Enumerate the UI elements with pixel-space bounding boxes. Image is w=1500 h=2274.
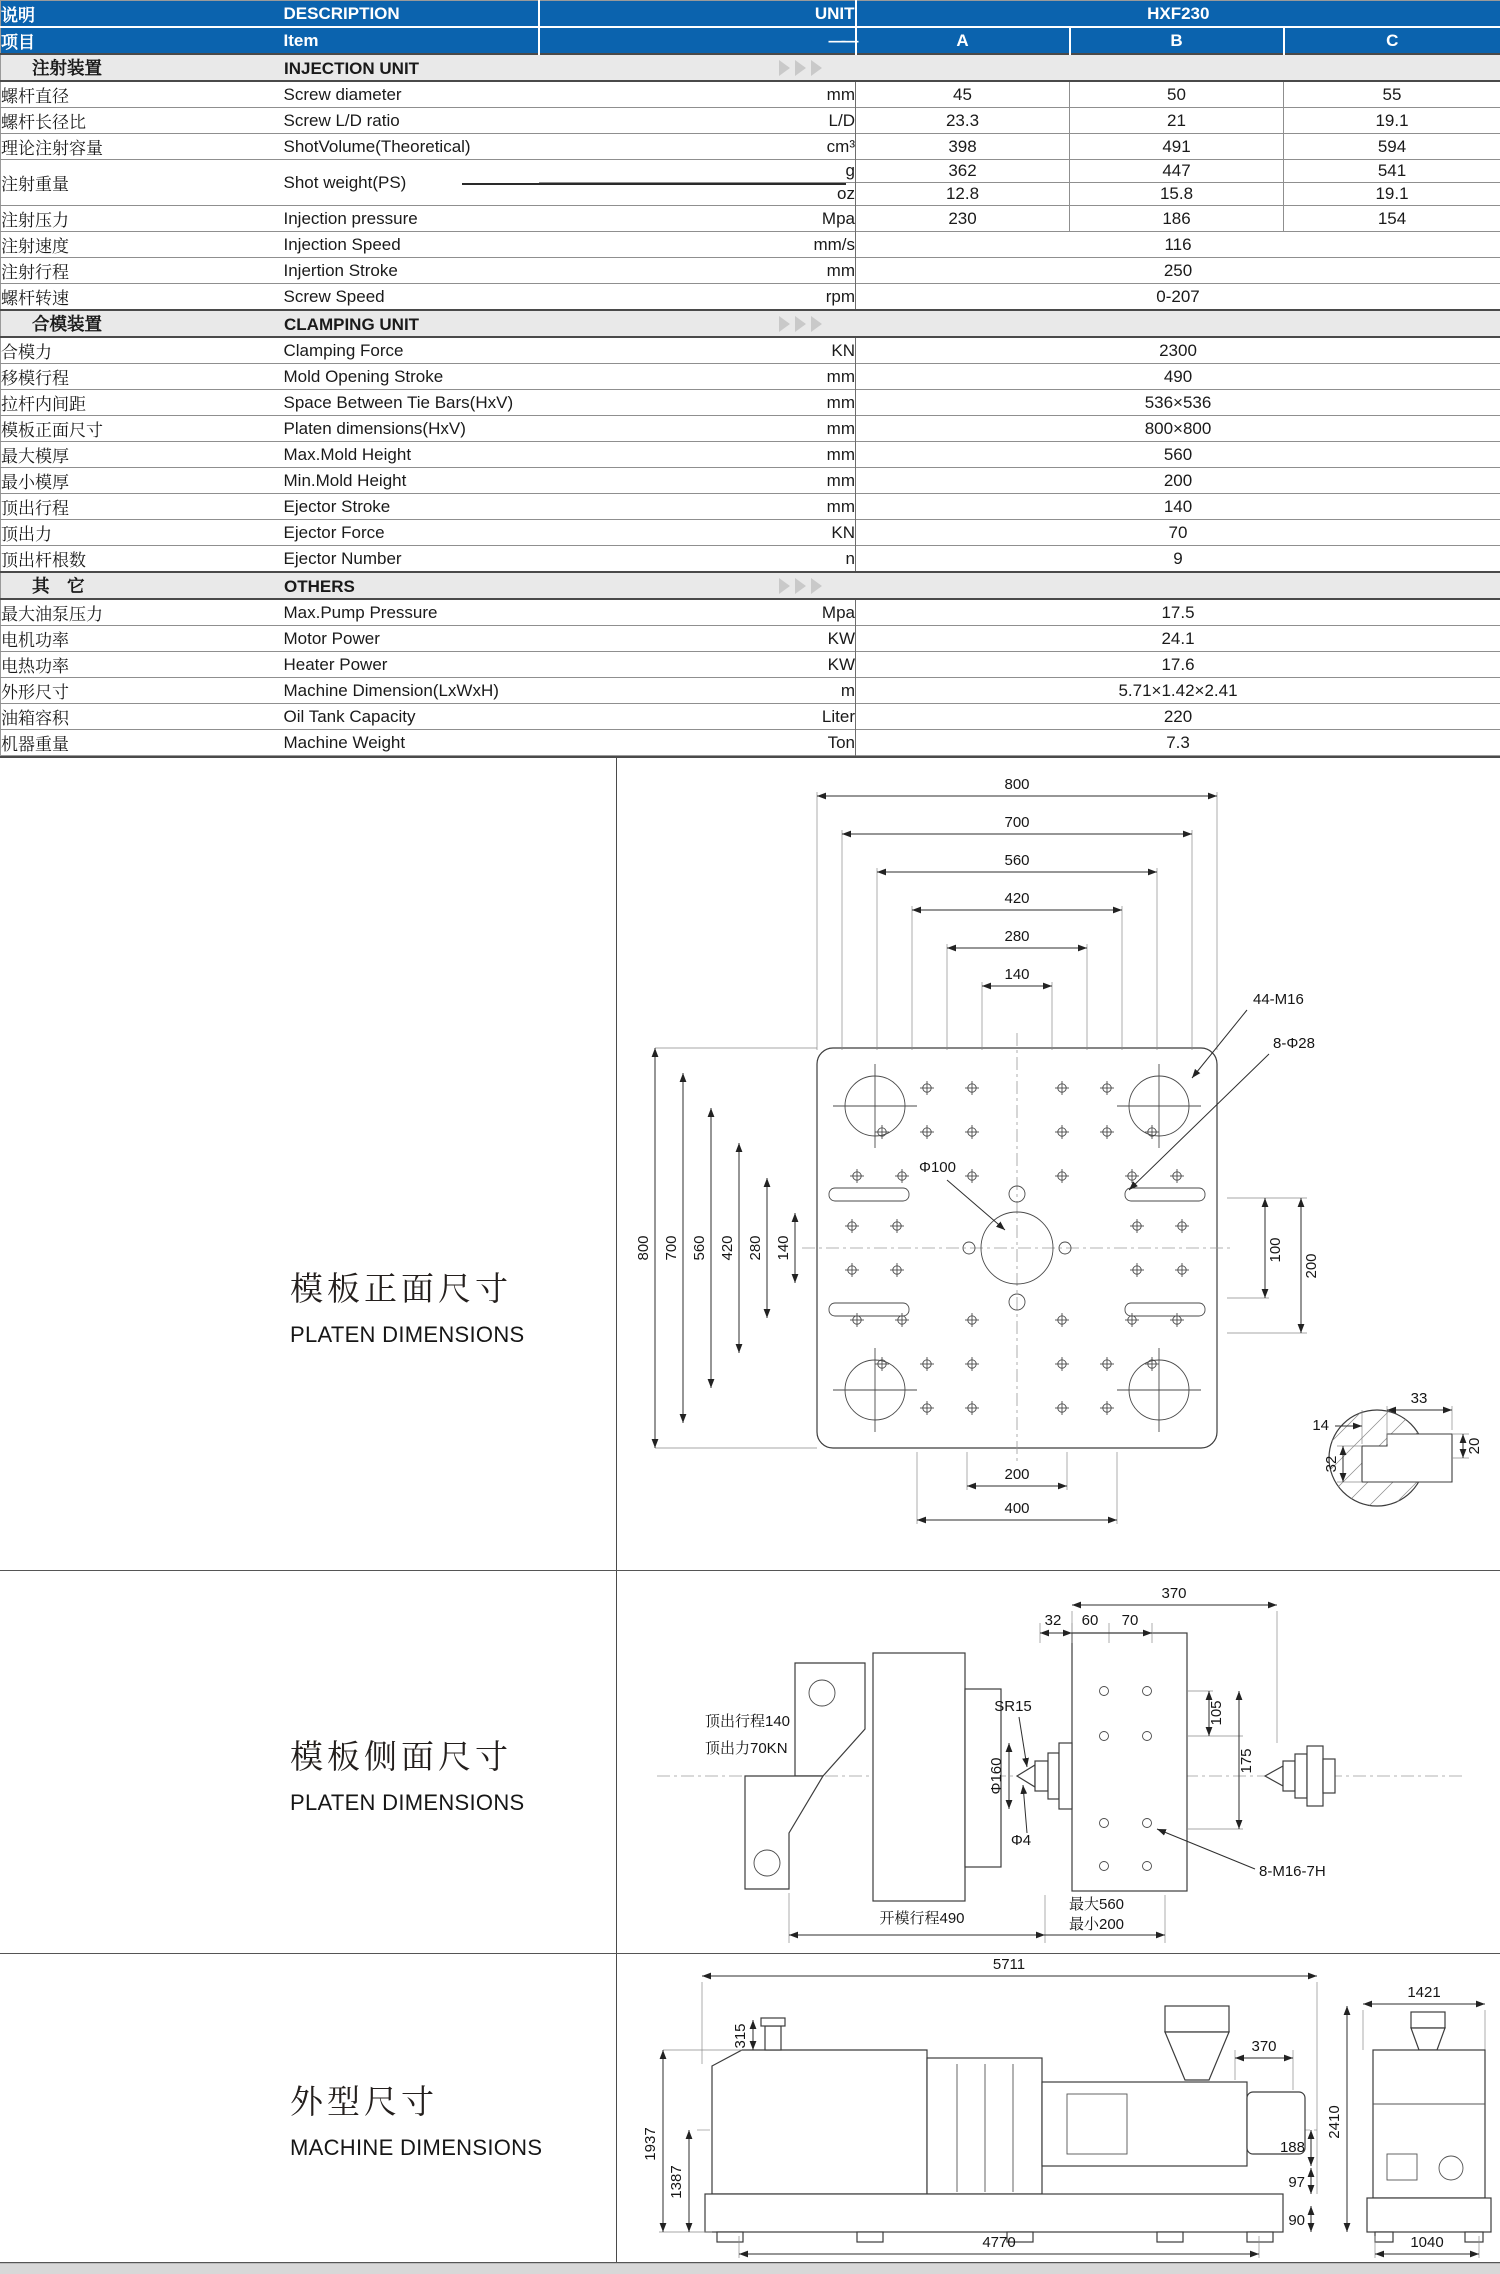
spec-en-min-mold-height: Min.Mold Height [284, 468, 539, 494]
spec-en-injertion-stroke: Injertion Stroke [284, 258, 539, 284]
platen-side-diagram [617, 1571, 1499, 1953]
spec-unit-screw-speed: rpm [539, 284, 856, 311]
dim-top-140: 140 [1004, 966, 1029, 983]
header-zh-1: 说明 [1, 1, 284, 28]
spec-value-oil-tank-capacity: 220 [856, 704, 1500, 730]
spec-value-machine-weight: 7.3 [856, 730, 1500, 756]
dim-315: 315 [732, 2023, 749, 2048]
caption-en: PLATEN DIMENSIONS [290, 1322, 616, 1348]
spec-value-max-mold-height: 560 [856, 442, 1500, 468]
dim-top-560: 560 [1004, 852, 1029, 869]
spec-value-ejector-stroke: 140 [856, 494, 1500, 520]
header-unit-dash [539, 27, 856, 54]
spec-value-screw-l-d-ratio-b: 21 [1070, 108, 1284, 134]
spec-zh-machine-weight: 机器重量 [1, 730, 284, 756]
spec-en-screw-diameter: Screw diameter [284, 81, 539, 108]
platen-plate [802, 1033, 1232, 1463]
spec-en-ejector-force: Ejector Force [284, 520, 539, 546]
dim-min-200: 最小200 [1069, 1916, 1124, 1933]
spec-zh-screw-l-d-ratio: 螺杆长径比 [1, 108, 284, 134]
detail-dim-20: 20 [1466, 1438, 1483, 1455]
dim-left-800: 800 [635, 1235, 652, 1260]
platen-front-diagram [617, 758, 1499, 1570]
spec-value-mold-opening-stroke: 490 [856, 364, 1500, 390]
detail-dim-33: 33 [1411, 1390, 1428, 1407]
spec-value-heater-power: 17.6 [856, 652, 1500, 678]
spec-value-shotvolume-theoretical-c: 594 [1284, 134, 1500, 160]
spec-unit-ejector-force: KN [539, 520, 856, 546]
panel-platen-front [0, 758, 1500, 1571]
spec-value-shotvolume-theoretical-a: 398 [856, 134, 1070, 160]
spec-unit-max-mold-height: mm [539, 442, 856, 468]
label-phi4: Φ4 [1011, 1832, 1031, 1849]
label-8-m16-7h: 8-M16-7H [1259, 1863, 1326, 1880]
spec-en-max-pump-pressure: Max.Pump Pressure [284, 599, 539, 626]
spec-value-motor-power: 24.1 [856, 626, 1500, 652]
header-unit: UNIT [539, 1, 856, 28]
header-item: Item [284, 27, 539, 54]
ejector-notes [705, 1713, 790, 1757]
spec-value-ejector-number: 9 [856, 546, 1500, 573]
section-label-zh: 合模装置 [1, 311, 284, 336]
spec-row-ejector-stroke [1, 494, 1500, 520]
section-label-en: CLAMPING UNIT [284, 315, 419, 334]
spec-row-platen-dimensions-hxv [1, 416, 1500, 442]
machine-body [705, 2006, 1305, 2242]
spec-value-injection-pressure-a: 230 [856, 206, 1070, 232]
dim-97: 97 [1288, 2174, 1305, 2191]
spec-zh-shotvolume-theoretical: 理论注射容量 [1, 134, 284, 160]
dim-left-420: 420 [719, 1235, 736, 1260]
spec-value-injertion-stroke: 250 [856, 258, 1500, 284]
fixed-platen [1072, 1633, 1187, 1891]
spec-unit-space-between-tie-bars-hxv: mm [539, 390, 856, 416]
spec-en-platen-dimensions-hxv: Platen dimensions(HxV) [284, 416, 539, 442]
spec-unit-machine-dimension-lxwxh: m [539, 678, 856, 704]
dim-32: 32 [1045, 1612, 1062, 1629]
dim-right-100: 100 [1267, 1237, 1284, 1262]
section-row-others [1, 572, 1500, 599]
spec-en-clamping-force: Clamping Force [284, 337, 539, 364]
spec-en-injection-speed: Injection Speed [284, 232, 539, 258]
spec-row-screw-diameter [1, 81, 1500, 108]
spec-unit-shot-weight-ps-g: g [539, 160, 856, 183]
spec-zh-shot-weight-ps: 注射重量 [1, 160, 284, 206]
spec-value-screw-diameter-a: 45 [856, 81, 1070, 108]
spec-zh-platen-dimensions-hxv: 模板正面尺寸 [1, 416, 284, 442]
bottom-dimensions [917, 1452, 1117, 1524]
spec-value-ejector-force: 70 [856, 520, 1500, 546]
caption-machine [0, 1954, 617, 2262]
dim-bottom-200: 200 [1004, 1466, 1029, 1483]
spec-unit-platen-dimensions-hxv: mm [539, 416, 856, 442]
dim-left-280: 280 [747, 1235, 764, 1260]
spec-en-machine-dimension-lxwxh: Machine Dimension(LxWxH) [284, 678, 539, 704]
section-label-zh: 注射装置 [1, 55, 284, 80]
spec-en-label: Shot weight(PS) [284, 173, 407, 192]
spec-unit-injection-speed: mm/s [539, 232, 856, 258]
spec-row-max-pump-pressure [1, 599, 1500, 626]
spec-value-shot-weight-ps-g-b: 447 [1070, 160, 1284, 183]
machine-svg [617, 1954, 1499, 2262]
section-row-injection-unit [1, 54, 1500, 81]
spec-value-shot-weight-ps-oz-a: 12.8 [856, 183, 1070, 206]
spec-en-heater-power: Heater Power [284, 652, 539, 678]
spec-unit-max-pump-pressure: Mpa [539, 599, 856, 626]
dim-60: 60 [1082, 1612, 1099, 1629]
spec-zh-oil-tank-capacity: 油箱容积 [1, 704, 284, 730]
panel-machine [0, 1954, 1500, 2263]
moving-platen [873, 1653, 1001, 1901]
spec-table [0, 0, 1500, 756]
spec-row-ejector-number [1, 546, 1500, 573]
spec-en-injection-pressure: Injection pressure [284, 206, 539, 232]
spec-zh-screw-diameter: 螺杆直径 [1, 81, 284, 108]
unit-dash-icon: —— [829, 31, 855, 51]
section-marker-icon [779, 578, 822, 594]
section-label-en: OTHERS [284, 577, 355, 596]
spec-value-shot-weight-ps-oz-b: 15.8 [1070, 183, 1284, 206]
right-dimensions [1227, 1198, 1320, 1333]
spec-unit-heater-power: KW [539, 652, 856, 678]
dim-1387: 1387 [668, 2165, 685, 2198]
spec-row-motor-power [1, 626, 1500, 652]
dim-left-140: 140 [775, 1235, 792, 1260]
spec-en-shot-weight-ps [284, 160, 539, 206]
spec-zh-screw-speed: 螺杆转速 [1, 284, 284, 311]
spec-row-shot-weight-ps-g [1, 160, 1500, 183]
dim-5711: 5711 [993, 1956, 1025, 1973]
bottom-stroke-dims [789, 1893, 1165, 1943]
left-dimension-stack [635, 1048, 817, 1448]
dim-105: 105 [1208, 1700, 1225, 1725]
label-phi100: Φ100 [919, 1159, 956, 1176]
section-marker-icon [779, 60, 822, 76]
header-model: HXF230 [856, 1, 1500, 28]
spec-en-ejector-number: Ejector Number [284, 546, 539, 573]
header-col-b: B [1070, 27, 1284, 54]
dim-open-stroke: 开模行程490 [879, 1909, 964, 1927]
diagram-panels [0, 756, 1500, 2263]
header-col-a: A [856, 27, 1070, 54]
caption-zh: 外型尺寸 [290, 2076, 616, 2123]
spec-unit-motor-power: KW [539, 626, 856, 652]
dim-bottom-400: 400 [1004, 1500, 1029, 1517]
dim-1040: 1040 [1410, 2234, 1443, 2251]
machine-diagram [617, 1954, 1499, 2262]
header-description: DESCRIPTION [284, 1, 539, 28]
spec-value-shot-weight-ps-oz-c: 19.1 [1284, 183, 1500, 206]
section-cell-others [1, 572, 1500, 599]
spec-value-injection-speed: 116 [856, 232, 1500, 258]
spec-unit-injection-pressure: Mpa [539, 206, 856, 232]
spec-unit-min-mold-height: mm [539, 468, 856, 494]
spec-value-injection-pressure-b: 186 [1070, 206, 1284, 232]
dim-left-560: 560 [691, 1235, 708, 1260]
spec-value-shot-weight-ps-g-a: 362 [856, 160, 1070, 183]
spec-en-screw-speed: Screw Speed [284, 284, 539, 311]
label-44-m16: 44-M16 [1253, 991, 1304, 1008]
caption-en: PLATEN DIMENSIONS [290, 1790, 616, 1816]
dim-right-200: 200 [1303, 1253, 1320, 1278]
spec-zh-ejector-force: 顶出力 [1, 520, 284, 546]
section-cell-clamping-unit [1, 310, 1500, 337]
spec-unit-mold-opening-stroke: mm [539, 364, 856, 390]
dim-70: 70 [1122, 1612, 1139, 1629]
spec-zh-injection-pressure: 注射压力 [1, 206, 284, 232]
caption-zh: 模板正面尺寸 [290, 1263, 616, 1310]
dim-left-700: 700 [663, 1235, 680, 1260]
spec-zh-machine-dimension-lxwxh: 外形尺寸 [1, 678, 284, 704]
spec-table-body [1, 54, 1500, 756]
caption-zh: 模板侧面尺寸 [290, 1731, 616, 1778]
dim-4770: 4770 [982, 2234, 1015, 2251]
spec-row-heater-power [1, 652, 1500, 678]
spec-zh-injection-speed: 注射速度 [1, 232, 284, 258]
panel-platen-side [0, 1571, 1500, 1954]
spec-zh-min-mold-height: 最小模厚 [1, 468, 284, 494]
dim-2410: 2410 [1326, 2105, 1343, 2138]
spec-en-shotvolume-theoretical: ShotVolume(Theoretical) [284, 134, 539, 160]
spec-value-shot-weight-ps-g-c: 541 [1284, 160, 1500, 183]
dim-top-280: 280 [1004, 928, 1029, 945]
platen-side-svg [617, 1571, 1499, 1953]
spec-value-screw-diameter-b: 50 [1070, 81, 1284, 108]
spec-value-screw-l-d-ratio-c: 19.1 [1284, 108, 1500, 134]
spec-row-space-between-tie-bars-hxv [1, 390, 1500, 416]
machine-end-view [1363, 1984, 1491, 2258]
dim-175: 175 [1238, 1748, 1255, 1773]
spec-zh-heater-power: 电热功率 [1, 652, 284, 678]
spec-row-screw-speed [1, 284, 1500, 311]
spec-row-machine-weight [1, 730, 1500, 756]
spec-zh-max-pump-pressure: 最大油泵压力 [1, 599, 284, 626]
spec-unit-screw-l-d-ratio: L/D [539, 108, 856, 134]
dim-max-560: 最大560 [1069, 1896, 1124, 1913]
spec-row-clamping-force [1, 337, 1500, 364]
section-marker-icon [779, 316, 822, 332]
spec-value-screw-speed: 0-207 [856, 284, 1500, 311]
spec-row-injertion-stroke [1, 258, 1500, 284]
label-phi160: Φ160 [988, 1758, 1005, 1795]
spec-row-shotvolume-theoretical [1, 134, 1500, 160]
spec-value-screw-diameter-c: 55 [1284, 81, 1500, 108]
spec-row-oil-tank-capacity [1, 704, 1500, 730]
section-label-en: INJECTION UNIT [284, 59, 419, 78]
dim-370: 370 [1251, 2038, 1276, 2055]
spec-row-ejector-force [1, 520, 1500, 546]
spec-en-motor-power: Motor Power [284, 626, 539, 652]
dim-top-800: 800 [1004, 776, 1029, 793]
spec-value-machine-dimension-lxwxh: 5.71×1.42×2.41 [856, 678, 1500, 704]
spec-unit-machine-weight: Ton [539, 730, 856, 756]
spec-en-mold-opening-stroke: Mold Opening Stroke [284, 364, 539, 390]
dim-top-700: 700 [1004, 814, 1029, 831]
note-ejector-force: 顶出力70KN [705, 1740, 788, 1757]
spec-zh-space-between-tie-bars-hxv: 拉杆内间距 [1, 390, 284, 416]
spec-zh-mold-opening-stroke: 移模行程 [1, 364, 284, 390]
spec-value-injection-pressure-c: 154 [1284, 206, 1500, 232]
spec-unit-ejector-stroke: mm [539, 494, 856, 520]
spec-value-shotvolume-theoretical-b: 491 [1070, 134, 1284, 160]
spec-unit-oil-tank-capacity: Liter [539, 704, 856, 730]
spec-unit-shot-weight-ps-oz: oz [539, 183, 856, 206]
dim-1937: 1937 [642, 2127, 659, 2160]
spec-en-ejector-stroke: Ejector Stroke [284, 494, 539, 520]
spec-value-min-mold-height: 200 [856, 468, 1500, 494]
spec-row-mold-opening-stroke [1, 364, 1500, 390]
section-label-zh: 其 它 [1, 573, 284, 598]
tslot-detail [1287, 1336, 1491, 1558]
platen-front-svg [617, 758, 1499, 1570]
spec-value-space-between-tie-bars-hxv: 536×536 [856, 390, 1500, 416]
spec-en-max-mold-height: Max.Mold Height [284, 442, 539, 468]
shot-weight-rule [462, 183, 846, 185]
caption-platen-side [0, 1571, 617, 1953]
spec-en-oil-tank-capacity: Oil Tank Capacity [284, 704, 539, 730]
header-row-1 [1, 1, 1500, 28]
spec-value-max-pump-pressure: 17.5 [856, 599, 1500, 626]
spec-unit-screw-diameter: mm [539, 81, 856, 108]
label-8-phi28: 8-Φ28 [1273, 1035, 1315, 1052]
spec-unit-shotvolume-theoretical: cm³ [539, 134, 856, 160]
spec-value-clamping-force: 2300 [856, 337, 1500, 364]
spec-row-max-mold-height [1, 442, 1500, 468]
header-col-c: C [1284, 27, 1500, 54]
spec-row-injection-speed [1, 232, 1500, 258]
toggle-arms [745, 1663, 865, 1889]
spec-zh-injertion-stroke: 注射行程 [1, 258, 284, 284]
spec-unit-clamping-force: KN [539, 337, 856, 364]
spec-row-injection-pressure [1, 206, 1500, 232]
spec-unit-injertion-stroke: mm [539, 258, 856, 284]
spec-en-machine-weight: Machine Weight [284, 730, 539, 756]
note-ejector-stroke: 顶出行程140 [705, 1713, 790, 1730]
spec-en-space-between-tie-bars-hxv: Space Between Tie Bars(HxV) [284, 390, 539, 416]
spec-en-screw-l-d-ratio: Screw L/D ratio [284, 108, 539, 134]
spec-row-min-mold-height [1, 468, 1500, 494]
spec-value-screw-l-d-ratio-a: 23.3 [856, 108, 1070, 134]
spec-zh-ejector-number: 顶出杆根数 [1, 546, 284, 573]
caption-en: MACHINE DIMENSIONS [290, 2135, 616, 2161]
dim-370: 370 [1161, 1585, 1186, 1602]
dim-1421: 1421 [1407, 1984, 1440, 2001]
spec-value-platen-dimensions-hxv: 800×800 [856, 416, 1500, 442]
detail-dim-32: 32 [1323, 1456, 1340, 1473]
page-bottom-strip [0, 2263, 1500, 2274]
label-sr15: SR15 [994, 1698, 1032, 1715]
spec-zh-clamping-force: 合模力 [1, 337, 284, 364]
section-cell-injection-unit [1, 54, 1500, 81]
header-row-2 [1, 27, 1500, 54]
header-zh-2: 项目 [1, 27, 284, 54]
dim-top-420: 420 [1004, 890, 1029, 907]
dim-188: 188 [1280, 2139, 1305, 2156]
spec-row-screw-l-d-ratio [1, 108, 1500, 134]
spec-zh-max-mold-height: 最大模厚 [1, 442, 284, 468]
caption-platen-front [0, 758, 617, 1570]
spec-zh-ejector-stroke: 顶出行程 [1, 494, 284, 520]
spec-unit-ejector-number: n [539, 546, 856, 573]
section-row-clamping-unit [1, 310, 1500, 337]
top-dimension-stack [817, 776, 1217, 1050]
injection-nozzle [1265, 1746, 1335, 1806]
detail-dim-14: 14 [1312, 1417, 1329, 1434]
spec-zh-motor-power: 电机功率 [1, 626, 284, 652]
dim-90: 90 [1288, 2212, 1305, 2229]
spec-row-machine-dimension-lxwxh [1, 678, 1500, 704]
